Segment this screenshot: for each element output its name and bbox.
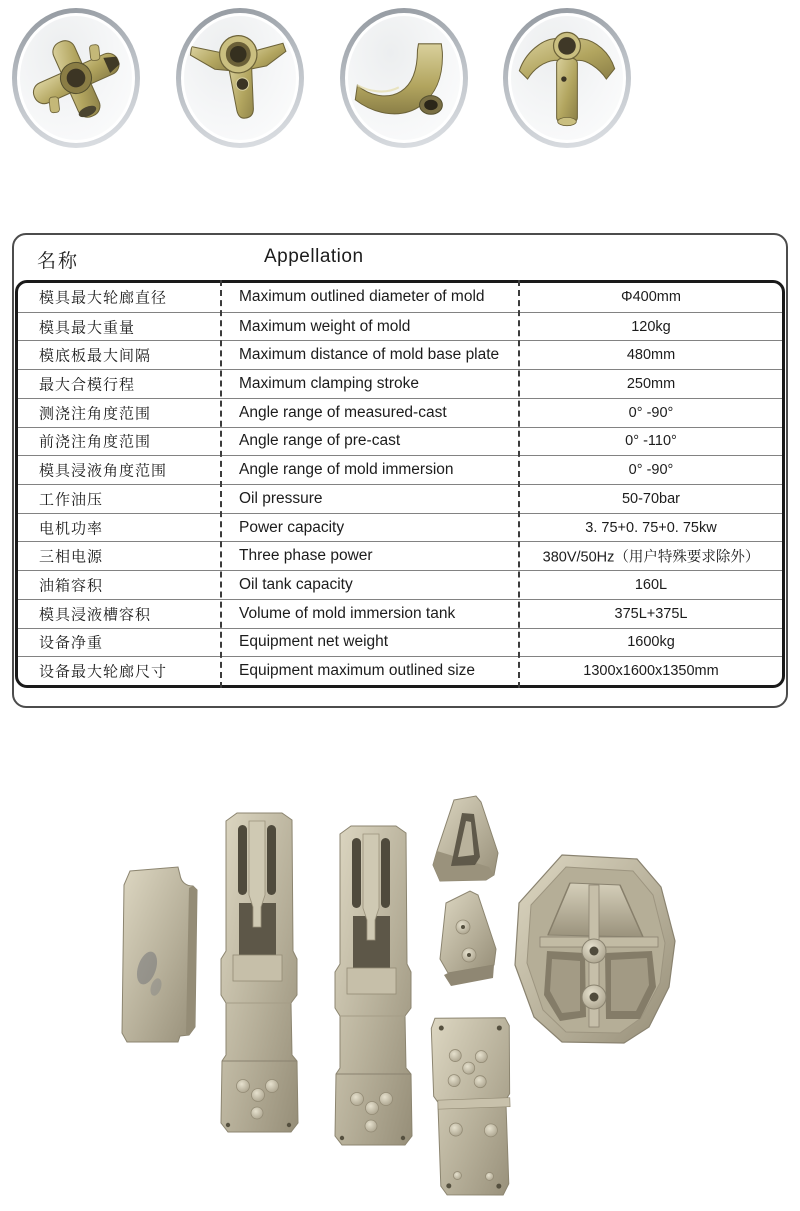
row-label-zh: 测浇注角度范围: [39, 405, 152, 423]
column-divider-2: [518, 280, 520, 688]
table-row: [18, 369, 782, 398]
spec-header: [14, 235, 786, 280]
table-row: [18, 427, 782, 456]
badge-face: [348, 16, 460, 140]
row-label-zh: 前浇注角度范围: [39, 433, 152, 451]
table-row: [18, 656, 782, 685]
row-label-en: Maximum clamping stroke: [239, 374, 420, 392]
badge-cross-fitting: [12, 8, 140, 148]
row-label-en: Power capacity: [239, 518, 345, 536]
badge-tri-arm-bracket: [176, 8, 304, 148]
row-label-en: Volume of mold immersion tank: [239, 604, 456, 622]
row-label-zh: 设备最大轮廊尺寸: [39, 663, 168, 681]
row-value: 50-70bar: [621, 490, 681, 507]
badges-row: [0, 0, 800, 170]
row-label-en: Angle range of measured-cast: [239, 403, 447, 421]
header-appellation: Appellation: [264, 246, 364, 267]
table-row: [18, 484, 782, 513]
row-value: 1600kg: [627, 634, 675, 651]
row-label-en: Three phase power: [239, 547, 373, 565]
row-value: 0° -110°: [625, 433, 677, 450]
row-label-zh: 最大合模行程: [39, 376, 136, 394]
table-row: [18, 455, 782, 484]
row-label-zh: 模底板最大间隔: [39, 347, 152, 365]
table-row: [18, 628, 782, 657]
column-divider-1: [220, 280, 222, 688]
badge-face: [20, 16, 132, 140]
row-label-zh: 工作油压: [39, 491, 104, 509]
row-value: 1300x1600x1350mm: [583, 663, 719, 680]
castings-group-photo: [100, 755, 710, 1211]
row-label-en: Maximum weight of mold: [239, 317, 411, 335]
row-label-zh: 油箱容积: [39, 577, 104, 595]
badge-ring: [508, 13, 626, 143]
row-label-en: Equipment net weight: [239, 633, 389, 651]
table-row: [18, 541, 782, 570]
row-label-en: Angle range of mold immersion: [239, 461, 454, 479]
row-label-en: Equipment maximum outlined size: [239, 662, 476, 680]
shield-plate-casting: [515, 855, 675, 1043]
row-label-en: Angle range of pre-cast: [239, 432, 401, 450]
row-label-zh: 模具浸液角度范围: [39, 462, 168, 480]
table-row: [18, 513, 782, 542]
tri-arm-bracket-casting-icon: [188, 21, 292, 135]
row-value: 120kg: [631, 318, 671, 335]
cross-fitting-casting-icon: [24, 21, 128, 135]
row-value: 380V/50Hz（用户特殊要求除外）: [542, 549, 760, 566]
row-label-zh: 模具最大重量: [39, 319, 136, 337]
table-row: [18, 312, 782, 341]
row-label-zh: 模具最大轮廊直径: [39, 289, 168, 307]
badge-ring: [181, 13, 299, 143]
spec-table: [15, 280, 785, 688]
row-label-zh: 电机功率: [39, 520, 104, 538]
row-label-zh: 三相电源: [39, 548, 104, 566]
badge-face: [511, 16, 623, 140]
row-value: 480mm: [626, 347, 676, 364]
anchor-tee-casting-icon: [515, 21, 619, 135]
badge-ring: [17, 13, 135, 143]
badge-ring: [345, 13, 463, 143]
row-value: 250mm: [626, 375, 676, 392]
row-label-en: Oil pressure: [239, 489, 323, 507]
row-value: 375L+375L: [614, 605, 688, 622]
badge-elbow-pipe: [340, 8, 468, 148]
badge-anchor-tee: [503, 8, 631, 148]
row-value: 0° -90°: [628, 404, 674, 421]
row-value: 3. 75+0. 75+0. 75kw: [585, 519, 717, 536]
bump-plate-casting: [431, 1016, 515, 1198]
row-label-en: Oil tank capacity: [239, 575, 353, 593]
table-row: [18, 283, 782, 312]
row-label-en: Maximum outlined diameter of mold: [239, 288, 485, 306]
flat-bar-casting: [122, 867, 197, 1042]
elbow-pipe-casting-icon: [352, 21, 456, 135]
spec-panel: [12, 233, 788, 708]
badge-face: [184, 16, 296, 140]
wedge-block-casting: [440, 891, 496, 986]
row-label-zh: 设备净重: [39, 634, 104, 652]
table-row: [18, 340, 782, 369]
table-row: [18, 398, 782, 427]
header-name-zh: 名称: [37, 251, 80, 272]
triangular-slotted-casting: [433, 796, 498, 881]
fork-rail-casting: [221, 813, 298, 1132]
row-value: Φ400mm: [621, 289, 681, 306]
row-label-en: Maximum distance of mold base plate: [239, 346, 500, 364]
row-label-zh: 模具浸液槽容积: [39, 606, 152, 624]
row-value: 160L: [634, 576, 668, 593]
table-row: [18, 599, 782, 628]
row-value: 0° -90°: [628, 462, 674, 479]
table-row: [18, 570, 782, 599]
